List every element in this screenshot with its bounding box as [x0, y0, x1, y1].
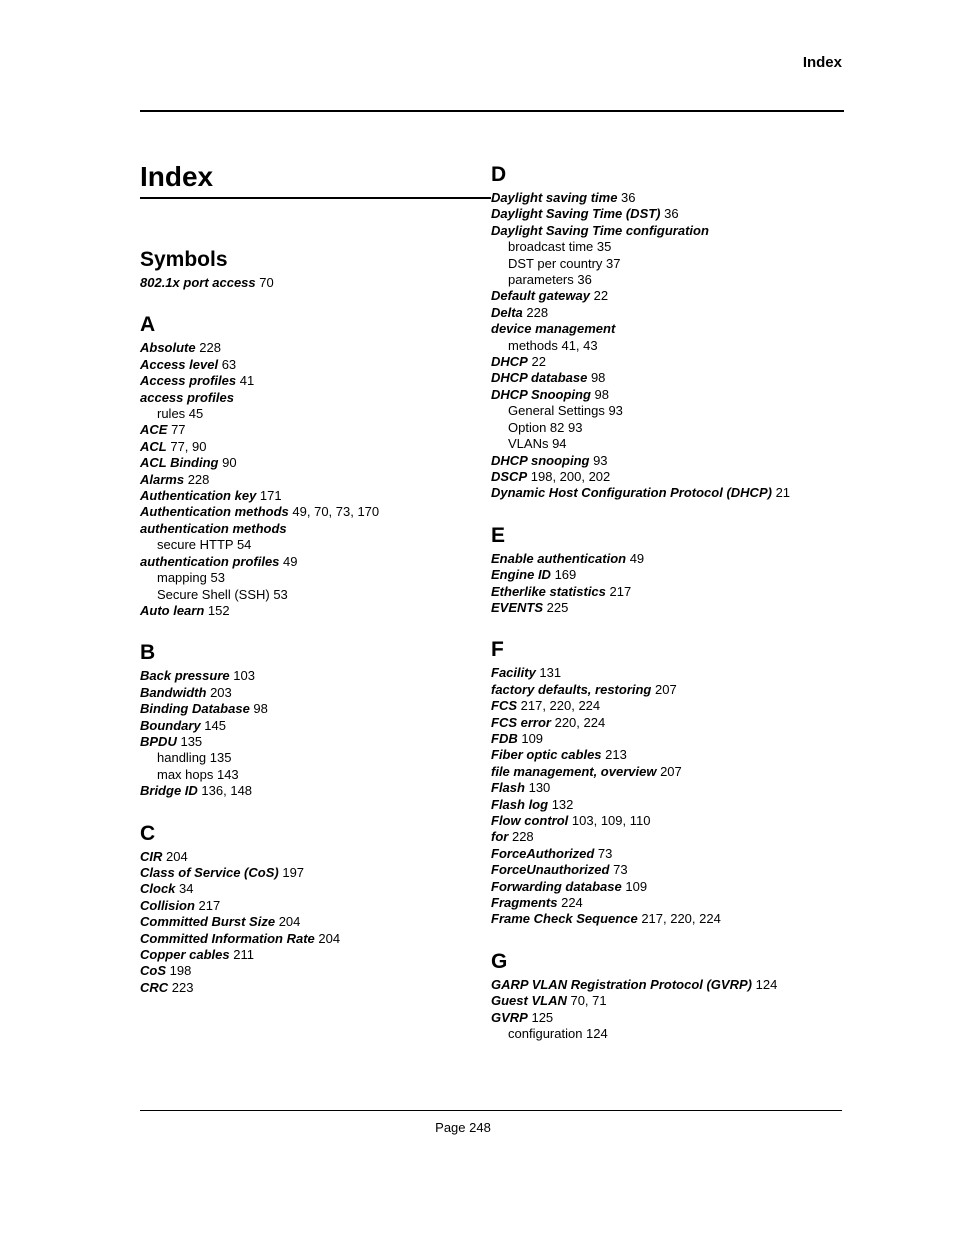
- index-term: Daylight Saving Time configuration: [491, 222, 709, 238]
- index-entry: [140, 357, 492, 373]
- index-term: CoS: [140, 963, 166, 979]
- index-subentry: mapping 53: [157, 570, 225, 586]
- index-pages: 124: [755, 976, 778, 992]
- index-term: Flow control: [491, 813, 569, 828]
- index-entry: [491, 453, 843, 469]
- index-subentry: Option 82 93: [508, 419, 583, 435]
- index-subentry: configuration 124: [508, 1026, 608, 1042]
- index-entry: [491, 764, 843, 780]
- section-heading: E: [491, 523, 506, 547]
- index-term: GARP VLAN Registration Protocol (GVRP): [491, 976, 752, 992]
- index-subentry: General Settings 93: [508, 403, 623, 419]
- index-term: Authentication key: [140, 488, 257, 504]
- index-entry: [140, 455, 492, 471]
- index-section: [140, 639, 492, 799]
- index-entry: [140, 390, 492, 406]
- index-term: Collision: [140, 897, 195, 913]
- index-entry: [491, 829, 843, 845]
- index-term: access profiles: [140, 389, 234, 405]
- index-entry: [140, 849, 492, 865]
- index-pages: 228: [187, 471, 210, 487]
- header-rule: [140, 110, 844, 112]
- index-term: ACL Binding: [140, 455, 219, 471]
- index-pages: 36: [621, 190, 636, 205]
- index-entry: [140, 685, 492, 701]
- index-pages: 152: [207, 602, 230, 618]
- index-term: Class of Service (CoS): [140, 864, 279, 880]
- index-pages: 217, 220, 224: [520, 698, 601, 714]
- index-pages: 34: [179, 881, 194, 897]
- index-term: Daylight saving time: [491, 190, 618, 205]
- index-entry: [140, 931, 492, 947]
- index-pages: 207: [660, 763, 682, 779]
- section-heading: G: [491, 949, 508, 973]
- index-subentry: handling 135: [157, 750, 232, 766]
- index-entry: [491, 665, 843, 681]
- index-entry: [491, 911, 843, 927]
- index-term: Auto learn: [140, 602, 205, 618]
- index-pages: 217: [609, 583, 632, 599]
- index-term: Access level: [140, 356, 219, 372]
- index-term: Fragments: [491, 895, 558, 911]
- index-pages: 130: [528, 780, 551, 796]
- index-term: Back pressure: [140, 668, 230, 684]
- index-entry: [140, 783, 492, 799]
- section-heading: A: [140, 313, 156, 337]
- index-entry: [140, 701, 492, 717]
- index-term: DHCP: [491, 354, 528, 370]
- index-entry: [491, 551, 843, 567]
- section-heading: D: [491, 163, 507, 186]
- title-rule: [140, 197, 491, 199]
- index-subentry: parameters 36: [508, 272, 592, 288]
- index-pages: 22: [593, 288, 609, 304]
- footer-rule: [140, 1110, 842, 1111]
- index-term: Flash: [491, 780, 525, 796]
- index-pages: 63: [221, 356, 237, 372]
- index-section: [140, 820, 492, 997]
- index-subentry: VLANs 94: [508, 436, 567, 452]
- index-entry: [491, 469, 843, 485]
- index-term: authentication methods: [140, 520, 287, 536]
- index-pages: 145: [204, 717, 226, 733]
- index-column-right: [491, 161, 843, 1062]
- index-entry: [491, 895, 843, 911]
- index-pages: 204: [318, 930, 341, 946]
- index-term: Copper cables: [140, 947, 230, 962]
- index-term: Clock: [140, 881, 176, 897]
- index-term: for: [491, 829, 509, 845]
- index-pages: 90: [222, 455, 237, 471]
- index-entry: [140, 554, 492, 570]
- index-entry: [140, 488, 492, 504]
- index-pages: 204: [278, 914, 301, 930]
- index-pages: 77, 90: [170, 438, 207, 454]
- index-term: CIR: [140, 848, 163, 864]
- index-entry: [491, 780, 843, 796]
- index-pages: 136, 148: [201, 783, 253, 799]
- index-entry: [140, 898, 492, 914]
- index-pages: 49: [629, 550, 645, 566]
- running-header: Index: [802, 54, 842, 71]
- index-pages: 169: [554, 567, 577, 583]
- index-entry: [491, 698, 843, 714]
- index-term: Frame Check Sequence: [491, 911, 638, 927]
- index-pages: 109: [625, 878, 648, 894]
- index-entry: [491, 567, 843, 583]
- index-term: ACL: [140, 438, 167, 454]
- index-term: Bandwidth: [140, 684, 207, 700]
- index-entry: [491, 600, 843, 616]
- index-pages: 131: [539, 665, 562, 681]
- index-term: FDB: [491, 730, 518, 746]
- index-column-left: [140, 246, 492, 1016]
- index-pages: 228: [199, 340, 221, 356]
- index-entry: [491, 797, 843, 813]
- index-pages: 207: [655, 681, 677, 697]
- index-subentry: Secure Shell (SSH) 53: [157, 586, 288, 602]
- index-pages: 220, 224: [554, 714, 606, 730]
- section-heading: B: [140, 641, 156, 665]
- index-entry: [140, 275, 492, 291]
- index-pages: 49: [283, 553, 298, 569]
- index-term: BPDU: [140, 733, 177, 749]
- index-entry: [491, 682, 843, 698]
- index-entry: [491, 993, 843, 1009]
- index-pages: 223: [171, 979, 194, 995]
- index-entry: [491, 1010, 843, 1026]
- index-entry: [140, 963, 492, 979]
- index-term: Authentication methods: [140, 504, 289, 520]
- index-pages: 203: [210, 684, 232, 700]
- index-term: ACE: [140, 422, 168, 438]
- index-term: Guest VLAN: [491, 993, 567, 1009]
- index-term: Boundary: [140, 717, 201, 733]
- index-subentry: rules 45: [157, 406, 204, 422]
- section-heading: C: [140, 821, 156, 845]
- index-entry: [140, 504, 492, 520]
- index-section: [491, 636, 843, 928]
- index-pages: 225: [546, 599, 569, 615]
- index-term: Delta: [491, 304, 523, 320]
- index-section: [491, 522, 843, 617]
- page-title: Index: [140, 161, 214, 192]
- index-term: GVRP: [491, 1009, 528, 1025]
- index-entry: [491, 747, 843, 763]
- index-term: CRC: [140, 979, 169, 995]
- index-pages: 103: [233, 668, 255, 684]
- index-pages: 70, 71: [570, 993, 607, 1009]
- index-entry: [140, 521, 492, 537]
- index-pages: 98: [590, 370, 606, 386]
- index-entry: [491, 862, 843, 878]
- index-pages: 135: [180, 733, 203, 749]
- index-subentry: methods 41, 43: [508, 337, 598, 353]
- index-pages: 198: [169, 963, 192, 979]
- index-pages: 217, 220, 224: [641, 911, 721, 927]
- index-pages: 98: [253, 701, 268, 717]
- index-term: Engine ID: [491, 567, 551, 583]
- index-entry: [140, 865, 492, 881]
- index-pages: 109: [521, 730, 544, 746]
- index-term: Etherlike statistics: [491, 583, 606, 599]
- index-entry: [140, 881, 492, 897]
- index-entry: [491, 977, 843, 993]
- index-term: device management: [491, 321, 616, 337]
- index-entry: [491, 485, 843, 501]
- index-pages: 198, 200, 202: [530, 468, 611, 484]
- index-term: Daylight Saving Time (DST): [491, 206, 661, 222]
- index-entry: [140, 439, 492, 455]
- index-entry: [140, 980, 492, 996]
- index-section: [491, 161, 843, 502]
- page-number: Page 248: [435, 1120, 491, 1135]
- index-subentry: secure HTTP 54: [157, 537, 252, 553]
- index-entry: [140, 603, 492, 619]
- index-term: ForceAuthorized: [491, 845, 595, 861]
- index-term: DHCP database: [491, 370, 588, 386]
- index-entry: [140, 422, 492, 438]
- index-entry: [491, 190, 843, 206]
- index-term: Flash log: [491, 796, 549, 812]
- index-subentry: DST per country 37: [508, 255, 621, 271]
- index-section: [491, 948, 843, 1043]
- index-entry: [491, 370, 843, 386]
- index-term: Enable authentication: [491, 550, 627, 566]
- section-heading: Symbols: [140, 248, 228, 271]
- index-term: Fiber optic cables: [491, 747, 602, 763]
- index-pages: 224: [561, 895, 583, 911]
- index-entry: [491, 321, 843, 337]
- index-pages: 73: [613, 862, 628, 878]
- index-pages: 36: [664, 206, 679, 222]
- index-pages: 171: [259, 488, 282, 504]
- index-entry: [140, 472, 492, 488]
- index-entry: [491, 305, 843, 321]
- index-term: DHCP snooping: [491, 452, 590, 468]
- index-term: Forwarding database: [491, 878, 622, 894]
- index-subentry: broadcast time 35: [508, 239, 612, 255]
- index-pages: 211: [233, 947, 254, 962]
- index-entry: [491, 206, 843, 222]
- index-entry: [491, 846, 843, 862]
- index-pages: 21: [775, 485, 791, 501]
- index-entry: [491, 387, 843, 403]
- index-entry: [491, 879, 843, 895]
- index-entry: [491, 813, 843, 829]
- index-pages: 132: [551, 796, 574, 812]
- index-term: DSCP: [491, 468, 528, 484]
- index-term: Dynamic Host Configuration Protocol (DHCP): [491, 485, 772, 501]
- index-entry: [140, 914, 492, 930]
- index-entry: [491, 584, 843, 600]
- index-pages: 228: [526, 304, 549, 320]
- index-term: ForceUnauthorized: [491, 862, 610, 878]
- index-pages: 70: [259, 275, 274, 290]
- index-pages: 228: [511, 829, 534, 845]
- index-entry: [491, 715, 843, 731]
- index-term: 802.1x port access: [140, 275, 256, 290]
- index-entry: [140, 668, 492, 684]
- index-entry: [140, 340, 492, 356]
- index-term: Alarms: [140, 471, 185, 487]
- index-entry: [491, 354, 843, 370]
- index-term: file management, overview: [491, 763, 657, 779]
- index-term: Access profiles: [140, 373, 237, 389]
- index-pages: 98: [594, 386, 609, 402]
- index-section: [140, 311, 492, 619]
- index-term: factory defaults, restoring: [491, 681, 652, 697]
- index-term: Bridge ID: [140, 783, 198, 799]
- index-pages: 41: [239, 373, 255, 389]
- index-pages: 77: [171, 422, 186, 438]
- index-term: Binding Database: [140, 701, 250, 717]
- index-term: authentication profiles: [140, 553, 280, 569]
- index-term: FCS: [491, 698, 517, 714]
- index-entry: [491, 223, 843, 239]
- index-entry: [491, 731, 843, 747]
- index-term: Absolute: [140, 340, 196, 356]
- index-pages: 103, 109, 110: [571, 813, 651, 828]
- index-pages: 213: [605, 747, 627, 763]
- index-term: Committed Burst Size: [140, 914, 276, 930]
- index-pages: 93: [593, 452, 608, 468]
- index-term: DHCP Snooping: [491, 386, 591, 402]
- index-pages: 125: [531, 1009, 554, 1025]
- section-heading: F: [491, 638, 504, 662]
- index-term: Default gateway: [491, 288, 590, 304]
- index-pages: 217: [198, 897, 221, 913]
- index-entry: [140, 373, 492, 389]
- index-pages: 73: [597, 845, 613, 861]
- index-pages: 49, 70, 73, 170: [292, 504, 380, 520]
- index-entry: [140, 734, 492, 750]
- index-term: FCS error: [491, 714, 551, 730]
- index-term: Committed Information Rate: [140, 930, 315, 946]
- index-section: [140, 246, 492, 291]
- index-pages: 204: [166, 848, 188, 864]
- index-entry: [491, 288, 843, 304]
- index-term: EVENTS: [491, 599, 544, 615]
- index-entry: [140, 718, 492, 734]
- index-subentry: max hops 143: [157, 766, 239, 782]
- index-entry: [140, 947, 492, 963]
- index-pages: 197: [282, 864, 305, 880]
- index-pages: 22: [531, 354, 546, 370]
- index-term: Facility: [491, 665, 536, 681]
